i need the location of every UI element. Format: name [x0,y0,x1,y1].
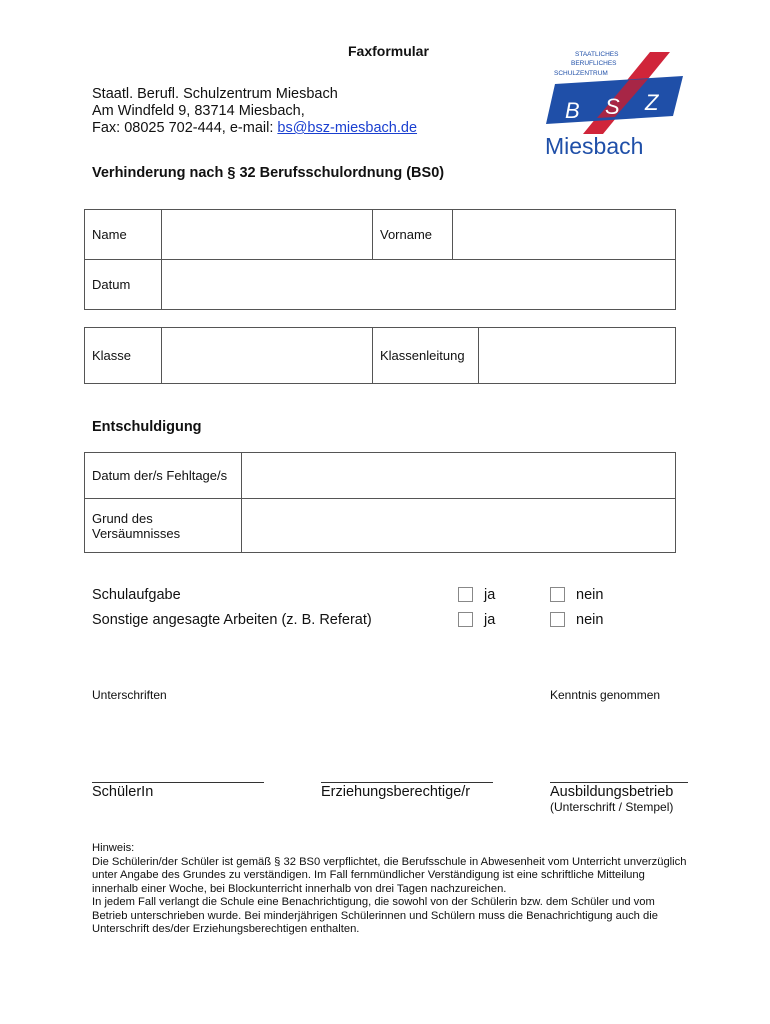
sonstige-ja-checkbox[interactable] [458,612,473,627]
address-line-2: Am Windfeld 9, 83714 Miesbach, [92,103,305,119]
logo-small-text-1: STAATLICHES [575,51,619,58]
schueler-signature-line[interactable] [92,782,264,783]
klassenleitung-field[interactable] [479,328,676,384]
sonstige-ja-label: ja [484,612,496,628]
sonstige-arbeiten-label: Sonstige angesagte Arbeiten (z. B. Referat) [92,612,372,628]
form-title: Faxformular [348,43,429,59]
schulaufgabe-nein-label: nein [576,587,604,603]
fax-text: Fax: 08025 702-444, e-mail: [92,120,278,136]
section-heading-entschuldigung: Entschuldigung [92,419,202,435]
betrieb-label: Ausbildungsbetrieb [550,784,674,800]
logo-letter-b: B [565,98,580,123]
hinweis-block [92,842,692,937]
klasse-field[interactable] [162,328,373,384]
erziehung-label: Erziehungsberechtige/r [321,784,471,800]
schueler-label: SchülerIn [92,784,154,800]
logo-letter-s: S [605,94,620,119]
kenntnis-label: Kenntnis genommen [550,688,661,702]
betrieb-signature-line[interactable] [550,782,688,783]
address-line-3 [92,120,417,137]
fehltage-field[interactable] [242,453,676,499]
klasse-label: Klasse [85,328,162,384]
logo-name: Miesbach [545,133,644,158]
schulaufgabe-nein-checkbox[interactable] [550,587,565,602]
logo-letter-z: Z [645,90,659,115]
betrieb-note: (Unterschrift / Stempel) [550,800,674,814]
address-line-1: Staatl. Berufl. Schulzentrum Miesbach [92,86,338,102]
datum-label: Datum [85,260,162,310]
section-heading-verhinderung: Verhinderung nach § 32 Berufsschulordnung (BS0) [92,165,445,181]
grund-label: Grund des Versäumnisses [85,499,242,553]
hinweis-paragraph-1: Die Schülerin/der Schüler ist gemäß § 32 BS0 verpflichtet, die Berufsschule in Abwesenheit vom Unterricht unverzüglich unter Angabe des Grundes zu verständigen. Im Fall fernmündlicher Verständigung ist eine schriftliche Mitteilung innerhalb einer Woche, bei Blockunterricht innerhalb von drei Tagen nachzureichen. [92,855,687,895]
name-label: Name [85,210,162,260]
unterschriften-label: Unterschriften [92,688,167,702]
fehltage-label: Datum der/s Fehltage/s [85,453,242,499]
schulaufgabe-label: Schulaufgabe [92,587,181,603]
sonstige-nein-checkbox[interactable] [550,612,565,627]
schulaufgabe-ja-checkbox[interactable] [458,587,473,602]
sonstige-nein-label: nein [576,612,604,628]
class-info-table [84,327,676,384]
klassenleitung-label: Klassenleitung [373,328,479,384]
hinweis-paragraph-2: In jedem Fall verlangt die Schule eine Benachrichtigung, die sowohl von der Schülerin bzw. dem Schüler und vom Betrieb unterschrieben wurde. Bei minderjährigen Schülerinnen und Schülern muss die Benachrichtigung auch die Unterschrift des/der Erziehungsberechtigen enthalten. [92,896,658,935]
student-info-table [84,209,676,310]
hinweis-heading: Hinweis: [92,842,135,854]
erziehung-signature-line[interactable] [321,782,493,783]
vorname-label: Vorname [373,210,453,260]
schulaufgabe-ja-label: ja [484,587,496,603]
bsz-logo [545,46,685,158]
vorname-field[interactable] [453,210,676,260]
name-field[interactable] [162,210,373,260]
school-address [92,86,417,137]
excuse-table [84,452,676,553]
email-link[interactable]: bs@bsz-miesbach.de [277,120,418,136]
grund-field[interactable] [242,499,676,553]
logo-small-text-2: BERUFLICHES [571,60,617,67]
datum-field[interactable] [162,260,676,310]
logo-small-text-3: SCHULZENTRUM [554,70,608,77]
